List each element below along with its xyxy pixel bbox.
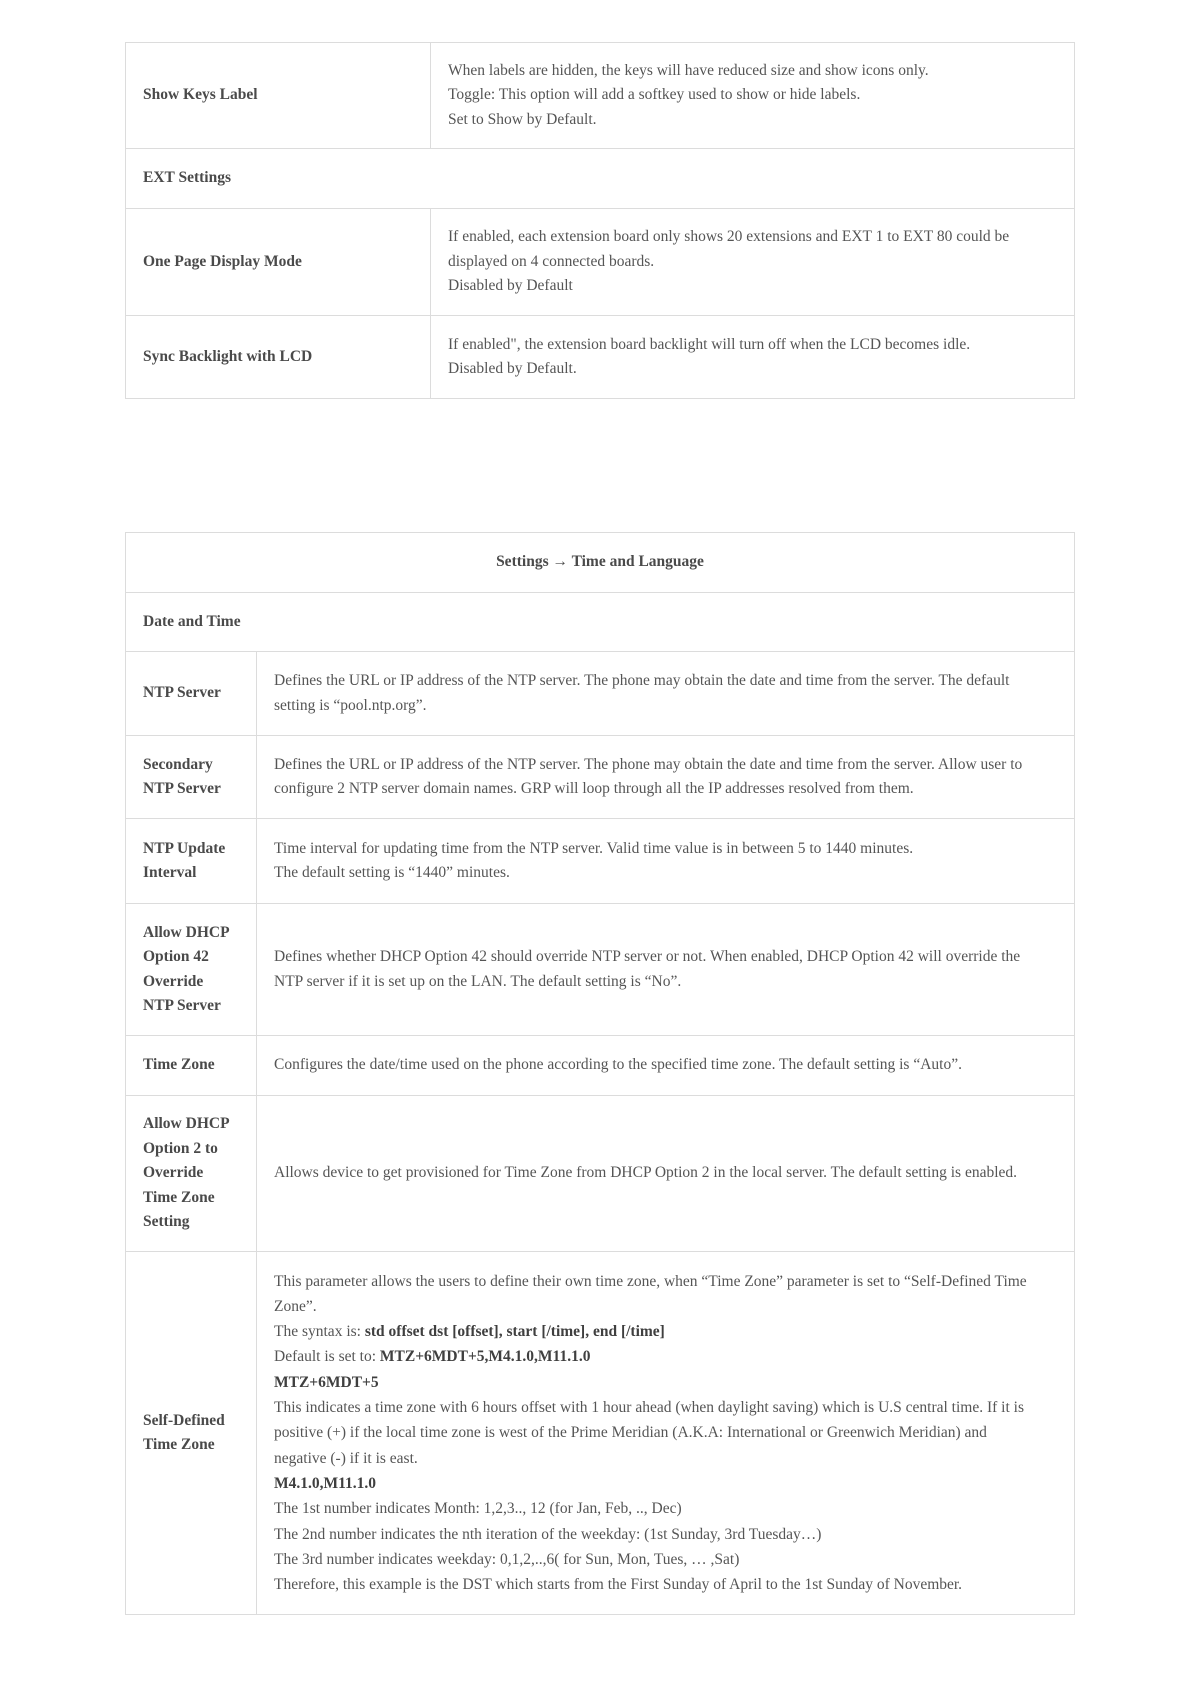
table-row: [126, 819, 1075, 904]
row-label: [126, 904, 257, 1036]
text-line: The 2nd number indicates the nth iteration of the weekday: (1st Sunday, 3rd Tuesday…): [274, 1525, 822, 1543]
row-label: Sync Backlight with LCD: [126, 316, 431, 399]
default-line: [274, 1344, 1057, 1369]
table-row: [126, 1096, 1075, 1252]
label-line: NTP Server: [143, 997, 221, 1014]
text-line: Toggle: This option will add a softkey used to show or hide labels.: [448, 86, 861, 104]
label-line: Allow DHCP: [143, 923, 230, 941]
text-line: The default setting is “1440” minutes.: [274, 864, 510, 881]
text-line: Disabled by Default.: [448, 360, 577, 377]
text-line: If enabled", the extension board backlight will turn off when the LCD becomes idle.: [448, 335, 971, 353]
table-title: Settings → Time and Language: [126, 533, 1075, 593]
row-description: [257, 819, 1075, 904]
section-title: Date and Time: [126, 593, 1075, 652]
text-line: If enabled, each extension board only shows 20 extensions and EXT 1 to EXT 80 could be: [448, 228, 1010, 246]
label-line: Interval: [143, 864, 197, 881]
label-line: Option 42: [143, 948, 209, 965]
row-label: [126, 819, 257, 904]
section-row: [126, 593, 1075, 652]
row-description: Allows device to get provisioned for Time Zone from DHCP Option 2 in the local server. The default setting is enabled.: [257, 1096, 1075, 1252]
row-label: [126, 1096, 257, 1252]
syntax-value: std offset dst [offset], start [/time], end [/time]: [364, 1323, 665, 1341]
label-line: NTP Server: [143, 780, 221, 797]
row-label: [126, 736, 257, 819]
table-row: [126, 316, 1075, 399]
text-line: This indicates a time zone with 6 hours offset with 1 hour ahead (when daylight saving) which is U.S central time. If it is: [274, 1399, 1025, 1417]
text-line: The 3rd number indicates weekday: 0,1,2,..,6( for Sun, Mon, Tues, … ,Sat): [274, 1550, 740, 1568]
text-line: Disabled by Default: [448, 277, 573, 295]
label-line: Setting: [143, 1213, 190, 1231]
table-row: [126, 43, 1075, 149]
label-line: Time Zone: [143, 1436, 215, 1453]
text-line: This parameter allows the users to define their own time zone, when “Time Zone” parameter is set to “Self-Defined Time: [274, 1272, 1027, 1290]
table-row: [126, 1036, 1075, 1096]
row-description: [431, 43, 1075, 149]
default-prefix: Default is set to:: [274, 1348, 380, 1366]
text-line: When labels are hidden, the keys will have reduced size and show icons only.: [448, 61, 929, 79]
text-line: displayed on 4 connected boards.: [448, 252, 655, 270]
text-line: negative (-) if it is east.: [274, 1449, 418, 1467]
text-line: NTP server if it is set up on the LAN. The default setting is “No”.: [274, 972, 682, 990]
row-label: [126, 1252, 257, 1615]
section-row: [126, 149, 1075, 209]
table-row: [126, 209, 1075, 316]
row-description: [257, 652, 1075, 736]
label-line: NTP Update: [143, 839, 226, 857]
text-line: Defines whether DHCP Option 42 should override NTP server or not. When enabled, DHCP Option 42 will override the: [274, 948, 1021, 965]
text-line: Zone”.: [274, 1297, 317, 1315]
time-language-table: [125, 532, 1075, 1615]
syntax-line: [274, 1319, 1057, 1344]
row-description: [257, 1252, 1075, 1615]
label-line: Time Zone: [143, 1188, 215, 1206]
text-line: Therefore, this example is the DST which starts from the First Sunday of April to the 1st Sunday of November.: [274, 1576, 963, 1594]
label-line: Option 2 to: [143, 1139, 218, 1157]
row-label: NTP Server: [126, 652, 257, 736]
label-line: Secondary: [143, 755, 213, 773]
table-row: [126, 1252, 1075, 1615]
header-row: [126, 533, 1075, 593]
subheading: MTZ+6MDT+5: [274, 1373, 379, 1391]
label-line: Allow DHCP: [143, 1115, 230, 1133]
text-line: Set to Show by Default.: [448, 110, 597, 128]
default-value: MTZ+6MDT+5,M4.1.0,M11.1.0: [379, 1348, 591, 1366]
text-line: Defines the URL or IP address of the NTP server. The phone may obtain the date and time from the server. The default: [274, 672, 1010, 689]
subheading: M4.1.0,M11.1.0: [274, 1474, 377, 1492]
syntax-prefix: The syntax is:: [274, 1323, 365, 1341]
row-label: Time Zone: [126, 1036, 257, 1096]
text-line: Time interval for updating time from the NTP server. Valid time value is in between 5 to 1440 minutes.: [274, 839, 914, 857]
label-line: Self-Defined: [143, 1411, 225, 1429]
text-line: setting is “pool.ntp.org”.: [274, 696, 427, 714]
section-title: EXT Settings: [126, 149, 1075, 209]
row-description: [257, 904, 1075, 1036]
row-label: One Page Display Mode: [126, 209, 431, 316]
row-description: [431, 316, 1075, 399]
label-line: Override: [143, 972, 204, 990]
table-row: [126, 736, 1075, 819]
text-line: positive (+) if the local time zone is west of the Prime Meridian (A.K.A: International or Greenwich Meridian) and: [274, 1424, 987, 1442]
row-description: [431, 209, 1075, 316]
text-line: The 1st number indicates Month: 1,2,3.., 12 (for Jan, Feb, .., Dec): [274, 1500, 682, 1518]
row-description: [257, 736, 1075, 819]
text-line: configure 2 NTP server domain names. GRP will loop through all the IP addresses resolved from them.: [274, 780, 914, 797]
table-row: [126, 652, 1075, 736]
text-line: Defines the URL or IP address of the NTP server. The phone may obtain the date and time from the server. Allow user to: [274, 755, 1023, 773]
label-line: Override: [143, 1164, 204, 1182]
row-description: Configures the date/time used on the phone according to the specified time zone. The default setting is “Auto”.: [257, 1036, 1075, 1096]
table-row: [126, 904, 1075, 1036]
row-label: Show Keys Label: [126, 43, 431, 149]
ext-settings-table: [125, 42, 1075, 399]
